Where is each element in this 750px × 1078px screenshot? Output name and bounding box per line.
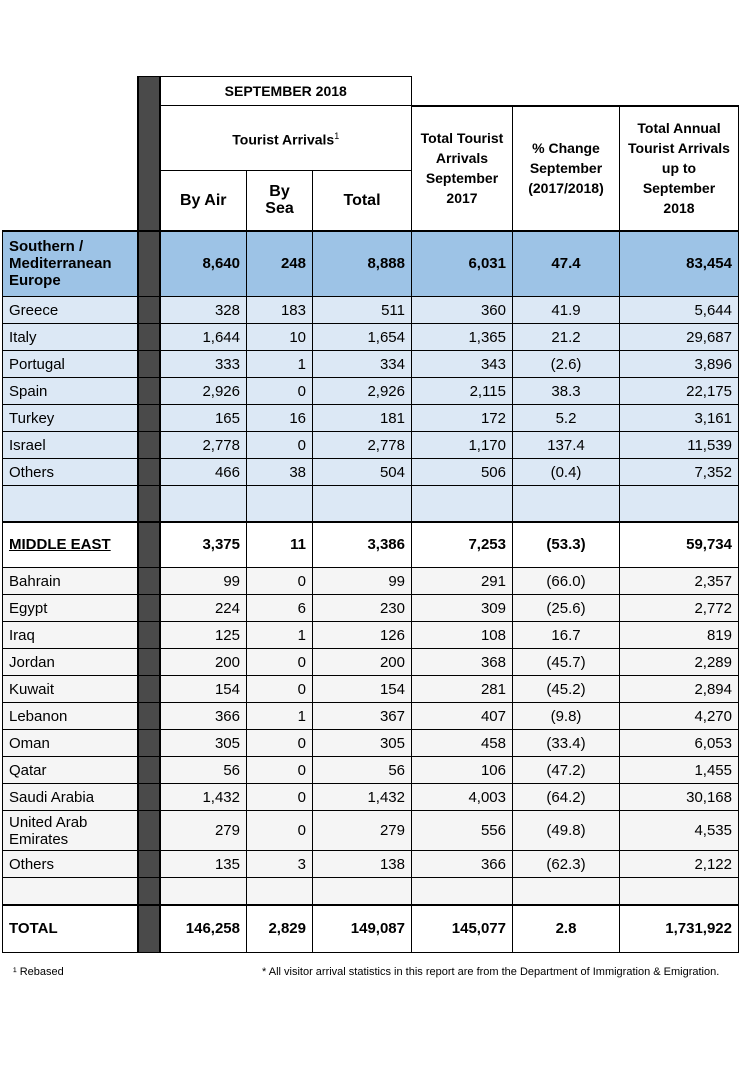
by-air-cell: 1,644 — [160, 324, 247, 351]
row-label — [3, 878, 138, 905]
total-cell: 3,386 — [313, 522, 412, 568]
arrivals-table — [2, 76, 739, 953]
by-sea-cell: 1 — [247, 622, 313, 649]
divider-bar — [138, 522, 160, 568]
annual-total-cell: 1,455 — [620, 757, 739, 784]
row-label: Israel — [3, 432, 138, 459]
spacer-row — [3, 878, 739, 905]
annual-total-cell: 2,772 — [620, 595, 739, 622]
total-cell: 138 — [313, 851, 412, 878]
total-header: Total — [313, 171, 412, 231]
by-sea-cell: 0 — [247, 811, 313, 851]
pct-change-cell: (45.2) — [513, 676, 620, 703]
pct-change-cell: (64.2) — [513, 784, 620, 811]
by-air-cell: 154 — [160, 676, 247, 703]
by-sea-cell: 3 — [247, 851, 313, 878]
prev-year-cell: 458 — [412, 730, 513, 757]
by-sea-cell: 16 — [247, 405, 313, 432]
pct-change-cell: (9.8) — [513, 703, 620, 730]
country-row — [3, 811, 739, 851]
blank-cell — [3, 171, 138, 231]
by-sea-cell: 248 — [247, 231, 313, 297]
total-cell: 504 — [313, 459, 412, 486]
total-cell — [313, 486, 412, 522]
by-air-cell: 200 — [160, 649, 247, 676]
total-cell: 367 — [313, 703, 412, 730]
by-sea-cell: 38 — [247, 459, 313, 486]
pct-change-cell: (45.7) — [513, 649, 620, 676]
by-air-cell: 2,926 — [160, 378, 247, 405]
divider-bar — [138, 568, 160, 595]
prev-year-cell: 281 — [412, 676, 513, 703]
by-air-cell: 1,432 — [160, 784, 247, 811]
region-row — [3, 522, 739, 568]
month-header: SEPTEMBER 2018 — [160, 77, 412, 106]
by-sea-cell: 10 — [247, 324, 313, 351]
by-air-cell: 333 — [160, 351, 247, 378]
total-cell: 511 — [313, 297, 412, 324]
by-air-cell: 2,778 — [160, 432, 247, 459]
divider-bar — [138, 851, 160, 878]
prev-year-cell: 7,253 — [412, 522, 513, 568]
row-label: Lebanon — [3, 703, 138, 730]
country-row — [3, 649, 739, 676]
prev-year-cell: 556 — [412, 811, 513, 851]
by-sea-cell: 1 — [247, 703, 313, 730]
row-label: Jordan — [3, 649, 138, 676]
total-cell: 2,926 — [313, 378, 412, 405]
by-sea-cell: 0 — [247, 757, 313, 784]
divider-bar — [138, 459, 160, 486]
total-cell: 2,778 — [313, 432, 412, 459]
region-row — [3, 231, 739, 297]
by-air-cell: 8,640 — [160, 231, 247, 297]
total-cell: 149,087 — [313, 905, 412, 953]
country-row — [3, 703, 739, 730]
by-air-cell: 3,375 — [160, 522, 247, 568]
by-sea-cell: 0 — [247, 378, 313, 405]
country-row — [3, 730, 739, 757]
total-cell: 99 — [313, 568, 412, 595]
country-row — [3, 378, 739, 405]
total-cell: 230 — [313, 595, 412, 622]
pct-change-cell: (53.3) — [513, 522, 620, 568]
divider-bar — [138, 622, 160, 649]
blank-cell — [3, 106, 138, 171]
country-row — [3, 757, 739, 784]
divider-bar — [138, 351, 160, 378]
row-label: Portugal — [3, 351, 138, 378]
row-label: Spain — [3, 378, 138, 405]
row-label: Turkey — [3, 405, 138, 432]
by-air-cell: 56 — [160, 757, 247, 784]
by-air-cell: 135 — [160, 851, 247, 878]
pct-change-cell: 47.4 — [513, 231, 620, 297]
total-cell: 154 — [313, 676, 412, 703]
divider-bar — [138, 432, 160, 459]
divider-bar — [138, 784, 160, 811]
prev-year-cell: 506 — [412, 459, 513, 486]
annual-total-cell: 2,357 — [620, 568, 739, 595]
divider-bar — [138, 595, 160, 622]
row-label: Others — [3, 851, 138, 878]
annual-total-cell: 3,161 — [620, 405, 739, 432]
divider-bar — [138, 676, 160, 703]
prev-year-cell: 1,365 — [412, 324, 513, 351]
pct-change-cell: (47.2) — [513, 757, 620, 784]
divider-bar — [138, 811, 160, 851]
pct-change-cell: (33.4) — [513, 730, 620, 757]
total-cell: 334 — [313, 351, 412, 378]
prev-year-cell: 108 — [412, 622, 513, 649]
pct-change-cell — [513, 878, 620, 905]
country-row — [3, 568, 739, 595]
annual-total-cell — [620, 878, 739, 905]
row-label: Bahrain — [3, 568, 138, 595]
annual-total-cell: 59,734 — [620, 522, 739, 568]
row-label: Qatar — [3, 757, 138, 784]
by-air-cell: 99 — [160, 568, 247, 595]
by-air-cell: 224 — [160, 595, 247, 622]
row-label: Others — [3, 459, 138, 486]
country-row — [3, 622, 739, 649]
annual-total-cell: 29,687 — [620, 324, 739, 351]
country-row — [3, 851, 739, 878]
row-label: Italy — [3, 324, 138, 351]
pct-change-cell: (66.0) — [513, 568, 620, 595]
divider-bar — [138, 378, 160, 405]
total-cell: 1,432 — [313, 784, 412, 811]
pct-change-cell: (49.8) — [513, 811, 620, 851]
prev-year-cell — [412, 486, 513, 522]
divider-bar — [138, 757, 160, 784]
row-label: Southern / Mediterranean Europe — [3, 231, 138, 297]
prev-year-cell: 291 — [412, 568, 513, 595]
by-air-header: By Air — [160, 171, 247, 231]
row-label: Oman — [3, 730, 138, 757]
by-air-cell: 305 — [160, 730, 247, 757]
divider-bar — [138, 231, 160, 297]
divider-bar — [138, 486, 160, 522]
pct-change-cell: (2.6) — [513, 351, 620, 378]
by-sea-cell: 183 — [247, 297, 313, 324]
prev-year-cell: 368 — [412, 649, 513, 676]
pct-change-cell: (62.3) — [513, 851, 620, 878]
country-row — [3, 459, 739, 486]
divider-bar — [138, 77, 160, 231]
source-note: * All visitor arrival statistics in this report are from the Department of Immigration & Emigration. — [262, 966, 720, 978]
by-sea-cell — [247, 878, 313, 905]
by-sea-cell: 0 — [247, 784, 313, 811]
annual-total-cell: 83,454 — [620, 231, 739, 297]
annual-total-cell: 4,535 — [620, 811, 739, 851]
row-label: MIDDLE EAST — [3, 522, 138, 568]
prev-year-cell: 172 — [412, 405, 513, 432]
divider-bar — [138, 297, 160, 324]
prev-year-cell: 360 — [412, 297, 513, 324]
by-sea-cell: 0 — [247, 676, 313, 703]
footnote-rebased: ¹ Rebased — [13, 966, 64, 978]
pct-change-cell: 5.2 — [513, 405, 620, 432]
divider-bar — [138, 703, 160, 730]
annual-total-cell: 7,352 — [620, 459, 739, 486]
annual-total-cell: 2,894 — [620, 676, 739, 703]
total-cell: 181 — [313, 405, 412, 432]
prev-year-cell: 4,003 — [412, 784, 513, 811]
total-cell — [313, 878, 412, 905]
annual-total-cell: 5,644 — [620, 297, 739, 324]
annual-total-cell — [620, 486, 739, 522]
total-cell: 279 — [313, 811, 412, 851]
prev-year-cell: 106 — [412, 757, 513, 784]
pct-change-cell: 137.4 — [513, 432, 620, 459]
annual-total-cell: 1,731,922 — [620, 905, 739, 953]
annual-total-cell: 2,289 — [620, 649, 739, 676]
pct-change-cell: 21.2 — [513, 324, 620, 351]
row-label: United Arab Emirates — [3, 811, 138, 851]
total-cell: 1,654 — [313, 324, 412, 351]
country-row — [3, 324, 739, 351]
country-row — [3, 676, 739, 703]
by-air-cell: 125 — [160, 622, 247, 649]
pct-change-cell — [513, 486, 620, 522]
by-sea-cell: 11 — [247, 522, 313, 568]
prev-year-cell: 145,077 — [412, 905, 513, 953]
divider-bar — [138, 405, 160, 432]
prev-year-cell: 1,170 — [412, 432, 513, 459]
by-sea-cell: 0 — [247, 730, 313, 757]
pct-change-cell: (25.6) — [513, 595, 620, 622]
by-air-cell — [160, 878, 247, 905]
by-sea-cell: 2,829 — [247, 905, 313, 953]
total-cell: 305 — [313, 730, 412, 757]
by-sea-cell: 0 — [247, 649, 313, 676]
by-air-cell: 328 — [160, 297, 247, 324]
annual-total-cell: 30,168 — [620, 784, 739, 811]
annual-total-cell: 4,270 — [620, 703, 739, 730]
pct-change-cell: 2.8 — [513, 905, 620, 953]
row-label: Kuwait — [3, 676, 138, 703]
row-label: Greece — [3, 297, 138, 324]
prev-year-header: Total Tourist Arrivals September 2017 — [412, 106, 513, 231]
pct-change-cell: (0.4) — [513, 459, 620, 486]
by-sea-cell: 1 — [247, 351, 313, 378]
prev-year-cell: 343 — [412, 351, 513, 378]
total-cell: 56 — [313, 757, 412, 784]
country-row — [3, 405, 739, 432]
divider-bar — [138, 905, 160, 953]
annual-total-cell: 11,539 — [620, 432, 739, 459]
divider-bar — [138, 878, 160, 905]
prev-year-cell: 309 — [412, 595, 513, 622]
by-air-cell — [160, 486, 247, 522]
by-air-cell: 366 — [160, 703, 247, 730]
prev-year-cell — [412, 878, 513, 905]
prev-year-cell: 366 — [412, 851, 513, 878]
divider-bar — [138, 649, 160, 676]
row-label — [3, 486, 138, 522]
by-sea-header: By Sea — [247, 171, 313, 231]
prev-year-cell: 407 — [412, 703, 513, 730]
country-row — [3, 595, 739, 622]
pct-change-cell: 16.7 — [513, 622, 620, 649]
by-air-cell: 146,258 — [160, 905, 247, 953]
row-label: Iraq — [3, 622, 138, 649]
by-air-cell: 279 — [160, 811, 247, 851]
total-cell: 200 — [313, 649, 412, 676]
row-label: TOTAL — [3, 905, 138, 953]
blank-cell — [3, 77, 138, 106]
annual-total-cell: 2,122 — [620, 851, 739, 878]
divider-bar — [138, 730, 160, 757]
annual-total-cell: 6,053 — [620, 730, 739, 757]
country-row — [3, 784, 739, 811]
total-row — [3, 905, 739, 953]
annual-header: Total Annual Tourist Arrivals up to September 2018 — [620, 106, 739, 231]
tourist-arrivals-header: Tourist Arrivals$^1$ — [160, 106, 412, 171]
annual-total-cell: 819 — [620, 622, 739, 649]
spacer-row — [3, 486, 739, 522]
blank-cell — [412, 77, 739, 106]
prev-year-cell: 6,031 — [412, 231, 513, 297]
row-label: Egypt — [3, 595, 138, 622]
annual-total-cell: 3,896 — [620, 351, 739, 378]
by-sea-cell — [247, 486, 313, 522]
country-row — [3, 297, 739, 324]
prev-year-cell: 2,115 — [412, 378, 513, 405]
by-air-cell: 466 — [160, 459, 247, 486]
country-row — [3, 351, 739, 378]
pct-change-cell: 41.9 — [513, 297, 620, 324]
total-cell: 126 — [313, 622, 412, 649]
by-air-cell: 165 — [160, 405, 247, 432]
country-row — [3, 432, 739, 459]
footnote-mark: 1 — [334, 131, 340, 142]
total-cell: 8,888 — [313, 231, 412, 297]
divider-bar — [138, 324, 160, 351]
annual-total-cell: 22,175 — [620, 378, 739, 405]
by-sea-cell: 0 — [247, 568, 313, 595]
by-sea-cell: 0 — [247, 432, 313, 459]
row-label: Saudi Arabia — [3, 784, 138, 811]
by-sea-cell: 6 — [247, 595, 313, 622]
pct-change-cell: 38.3 — [513, 378, 620, 405]
pct-change-header: % Change September (2017/2018) — [513, 106, 620, 231]
